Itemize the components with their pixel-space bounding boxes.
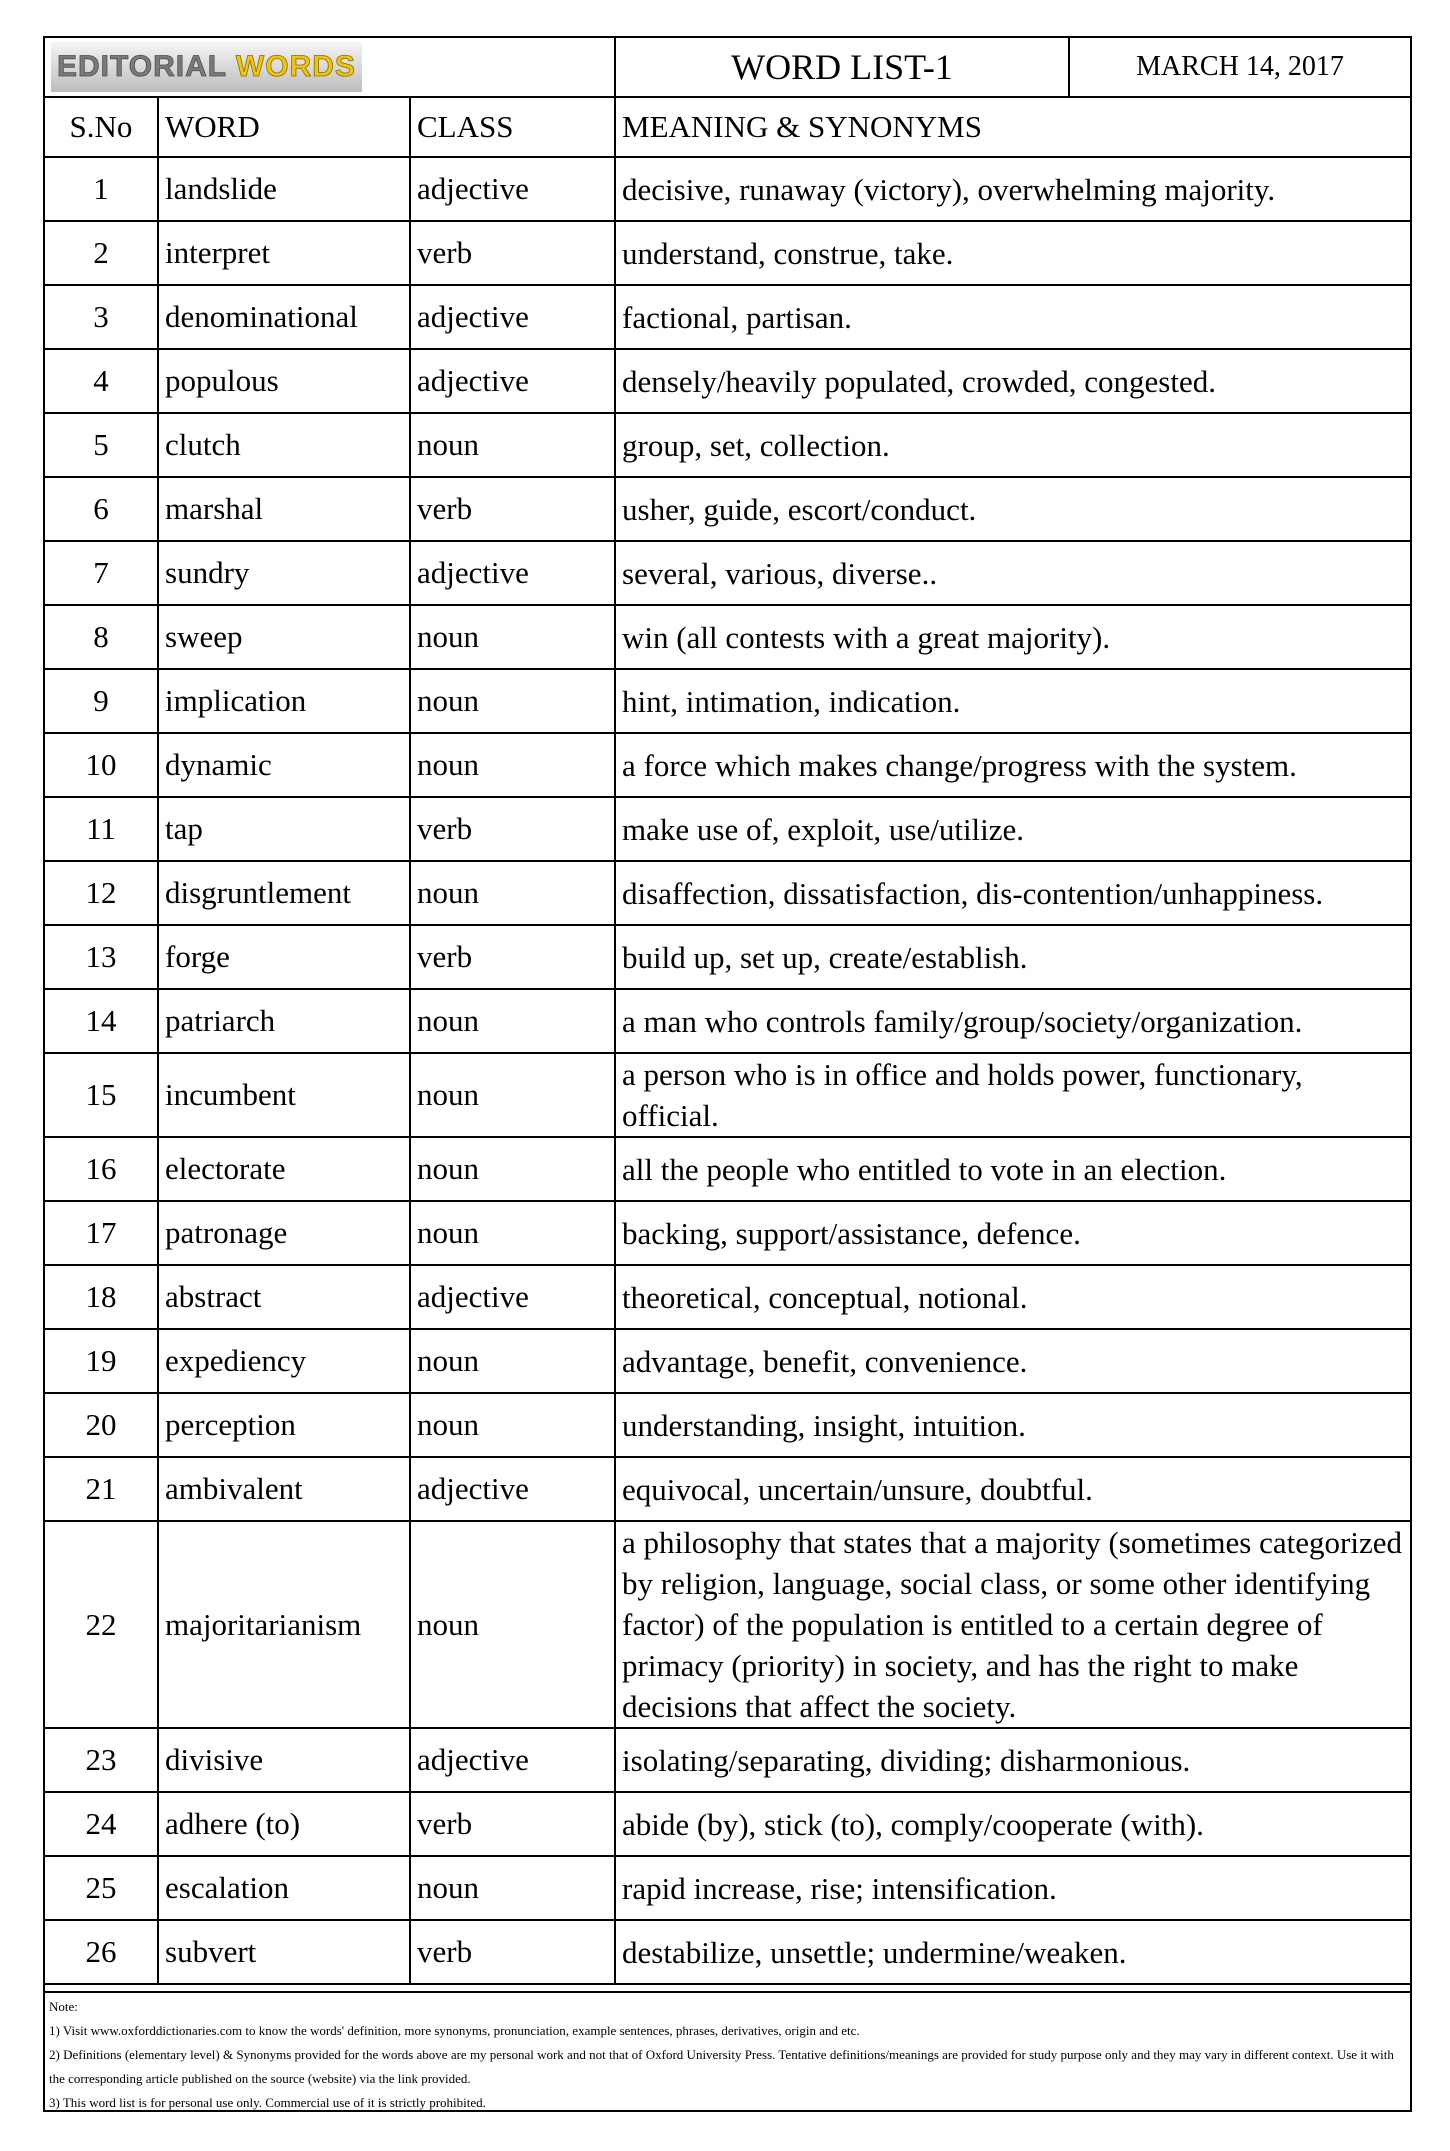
title-row	[45, 38, 1410, 97]
row-sno: 24	[45, 1792, 158, 1856]
table-row	[45, 1920, 1410, 1984]
row-word: incumbent	[158, 1053, 410, 1137]
row-meaning: hint, intimation, indication.	[615, 669, 1410, 733]
row-class: verb	[410, 477, 615, 541]
table-row	[45, 1137, 1410, 1201]
logo-cell	[45, 38, 615, 97]
note-item: 2) Definitions (elementary level) & Synonyms provided for the words above are my personal work and not that of Oxford University Press. Tentative definitions/meanings are provided for study purpose only and they may vary in different context. Use it with the corresponding article published on the source (website) via the link provided.	[49, 2047, 1394, 2086]
word-list-sheet	[43, 36, 1412, 2112]
row-class: noun	[410, 1521, 615, 1728]
table-row	[45, 733, 1410, 797]
editorial-words-logo: EDITORIAL WORDS	[51, 42, 362, 92]
row-class: adjective	[410, 349, 615, 413]
row-meaning: a force which makes change/progress with the system.	[615, 733, 1410, 797]
row-class: verb	[410, 925, 615, 989]
row-sno: 8	[45, 605, 158, 669]
row-word: sundry	[158, 541, 410, 605]
row-sno: 2	[45, 221, 158, 285]
notes-section	[45, 1991, 1410, 2110]
row-class: verb	[410, 1920, 615, 1984]
row-meaning: rapid increase, rise; intensification.	[615, 1856, 1410, 1920]
table-row	[45, 1201, 1410, 1265]
row-meaning: a person who is in office and holds power, functionary, official.	[615, 1053, 1410, 1137]
table-row	[45, 1393, 1410, 1457]
row-sno: 3	[45, 285, 158, 349]
row-meaning: win (all contests with a great majority).	[615, 605, 1410, 669]
row-word: divisive	[158, 1728, 410, 1792]
row-sno: 4	[45, 349, 158, 413]
row-meaning: theoretical, conceptual, notional.	[615, 1265, 1410, 1329]
row-sno: 13	[45, 925, 158, 989]
row-sno: 1	[45, 157, 158, 221]
row-class: adjective	[410, 285, 615, 349]
row-class: noun	[410, 1053, 615, 1137]
row-meaning: understand, construe, take.	[615, 221, 1410, 285]
row-class: verb	[410, 797, 615, 861]
title-and-date-cell	[615, 38, 1410, 97]
table-row	[45, 669, 1410, 733]
row-sno: 7	[45, 541, 158, 605]
row-class: adjective	[410, 157, 615, 221]
row-sno: 11	[45, 797, 158, 861]
row-word: electorate	[158, 1137, 410, 1201]
table-row	[45, 477, 1410, 541]
row-word: abstract	[158, 1265, 410, 1329]
page-title: WORD LIST-1	[616, 38, 1070, 96]
row-class: verb	[410, 221, 615, 285]
row-meaning: build up, set up, create/establish.	[615, 925, 1410, 989]
row-meaning: a man who controls family/group/society/organization.	[615, 989, 1410, 1053]
row-class: noun	[410, 989, 615, 1053]
row-word: escalation	[158, 1856, 410, 1920]
row-word: perception	[158, 1393, 410, 1457]
row-word: dynamic	[158, 733, 410, 797]
row-word: clutch	[158, 413, 410, 477]
row-class: noun	[410, 1329, 615, 1393]
row-word: majoritarianism	[158, 1521, 410, 1728]
row-sno: 25	[45, 1856, 158, 1920]
row-class: adjective	[410, 1728, 615, 1792]
row-meaning: advantage, benefit, convenience.	[615, 1329, 1410, 1393]
row-sno: 17	[45, 1201, 158, 1265]
row-meaning: destabilize, unsettle; undermine/weaken.	[615, 1920, 1410, 1984]
row-class: noun	[410, 1201, 615, 1265]
row-class: adjective	[410, 1265, 615, 1329]
table-row	[45, 541, 1410, 605]
row-word: marshal	[158, 477, 410, 541]
row-sno: 14	[45, 989, 158, 1053]
date-label: MARCH 14, 2017	[1136, 51, 1344, 82]
row-meaning: backing, support/assistance, defence.	[615, 1201, 1410, 1265]
table-row	[45, 1053, 1410, 1137]
row-sno: 15	[45, 1053, 158, 1137]
row-meaning: isolating/separating, dividing; disharmonious.	[615, 1728, 1410, 1792]
column-header-meaning: MEANING & SYNONYMS	[615, 97, 1410, 157]
row-meaning: densely/heavily populated, crowded, congested.	[615, 349, 1410, 413]
row-sno: 6	[45, 477, 158, 541]
row-word: disgruntlement	[158, 861, 410, 925]
row-meaning: equivocal, uncertain/unsure, doubtful.	[615, 1457, 1410, 1521]
row-class: noun	[410, 1393, 615, 1457]
row-word: populous	[158, 349, 410, 413]
row-class: noun	[410, 605, 615, 669]
row-word: landslide	[158, 157, 410, 221]
word-list-table	[45, 38, 1410, 1985]
row-word: adhere (to)	[158, 1792, 410, 1856]
table-row	[45, 1521, 1410, 1728]
table-row	[45, 605, 1410, 669]
row-word: patronage	[158, 1201, 410, 1265]
row-sno: 23	[45, 1728, 158, 1792]
table-row	[45, 1265, 1410, 1329]
row-sno: 22	[45, 1521, 158, 1728]
row-class: noun	[410, 1856, 615, 1920]
table-row	[45, 1856, 1410, 1920]
column-header-sno: S.No	[45, 97, 158, 157]
row-sno: 9	[45, 669, 158, 733]
row-class: noun	[410, 733, 615, 797]
row-word: tap	[158, 797, 410, 861]
row-word: patriarch	[158, 989, 410, 1053]
table-row	[45, 1728, 1410, 1792]
row-meaning: group, set, collection.	[615, 413, 1410, 477]
table-row	[45, 989, 1410, 1053]
row-meaning: abide (by), stick (to), comply/cooperate (with).	[615, 1792, 1410, 1856]
table-row	[45, 1457, 1410, 1521]
notes-title: Note:	[49, 1999, 78, 2014]
table-row	[45, 797, 1410, 861]
table-row	[45, 925, 1410, 989]
row-word: forge	[158, 925, 410, 989]
row-meaning: make use of, exploit, use/utilize.	[615, 797, 1410, 861]
row-meaning: understanding, insight, intuition.	[615, 1393, 1410, 1457]
table-row	[45, 349, 1410, 413]
note-item: 3) This word list is for personal use only. Commercial use of it is strictly prohibited.	[49, 2095, 486, 2110]
row-meaning: all the people who entitled to vote in an election.	[615, 1137, 1410, 1201]
row-meaning: several, various, diverse..	[615, 541, 1410, 605]
table-row	[45, 413, 1410, 477]
row-class: verb	[410, 1792, 615, 1856]
row-word: expediency	[158, 1329, 410, 1393]
row-sno: 10	[45, 733, 158, 797]
column-header-row	[45, 97, 1410, 157]
row-class: adjective	[410, 541, 615, 605]
row-class: noun	[410, 1137, 615, 1201]
row-class: noun	[410, 669, 615, 733]
row-class: noun	[410, 413, 615, 477]
row-meaning: factional, partisan.	[615, 285, 1410, 349]
row-sno: 18	[45, 1265, 158, 1329]
table-row	[45, 221, 1410, 285]
row-sno: 20	[45, 1393, 158, 1457]
row-sno: 12	[45, 861, 158, 925]
row-sno: 19	[45, 1329, 158, 1393]
row-class: adjective	[410, 1457, 615, 1521]
note-item: 1) Visit www.oxforddictionaries.com to know the words' definition, more synonyms, pronunciation, example sentences, phrases, derivatives, origin and etc.	[49, 2023, 860, 2038]
row-word: sweep	[158, 605, 410, 669]
column-header-word: WORD	[158, 97, 410, 157]
table-row	[45, 157, 1410, 221]
row-meaning: decisive, runaway (victory), overwhelming majority.	[615, 157, 1410, 221]
row-word: implication	[158, 669, 410, 733]
table-row	[45, 285, 1410, 349]
row-sno: 16	[45, 1137, 158, 1201]
table-row	[45, 1792, 1410, 1856]
row-word: ambivalent	[158, 1457, 410, 1521]
table-row	[45, 1329, 1410, 1393]
row-meaning: disaffection, dissatisfaction, dis-contention/unhappiness.	[615, 861, 1410, 925]
row-sno: 5	[45, 413, 158, 477]
row-word: denominational	[158, 285, 410, 349]
table-row	[45, 861, 1410, 925]
row-word: subvert	[158, 1920, 410, 1984]
column-header-class: CLASS	[410, 97, 615, 157]
row-sno: 21	[45, 1457, 158, 1521]
row-word: interpret	[158, 221, 410, 285]
row-sno: 26	[45, 1920, 158, 1984]
row-class: noun	[410, 861, 615, 925]
row-meaning: usher, guide, escort/conduct.	[615, 477, 1410, 541]
row-meaning: a philosophy that states that a majority (sometimes categorized by religion, language, social class, or some other identifying factor) of the population is entitled to a certain degree of primacy (priority) in society, and has the right to make decisions that affect the society.	[615, 1521, 1410, 1728]
